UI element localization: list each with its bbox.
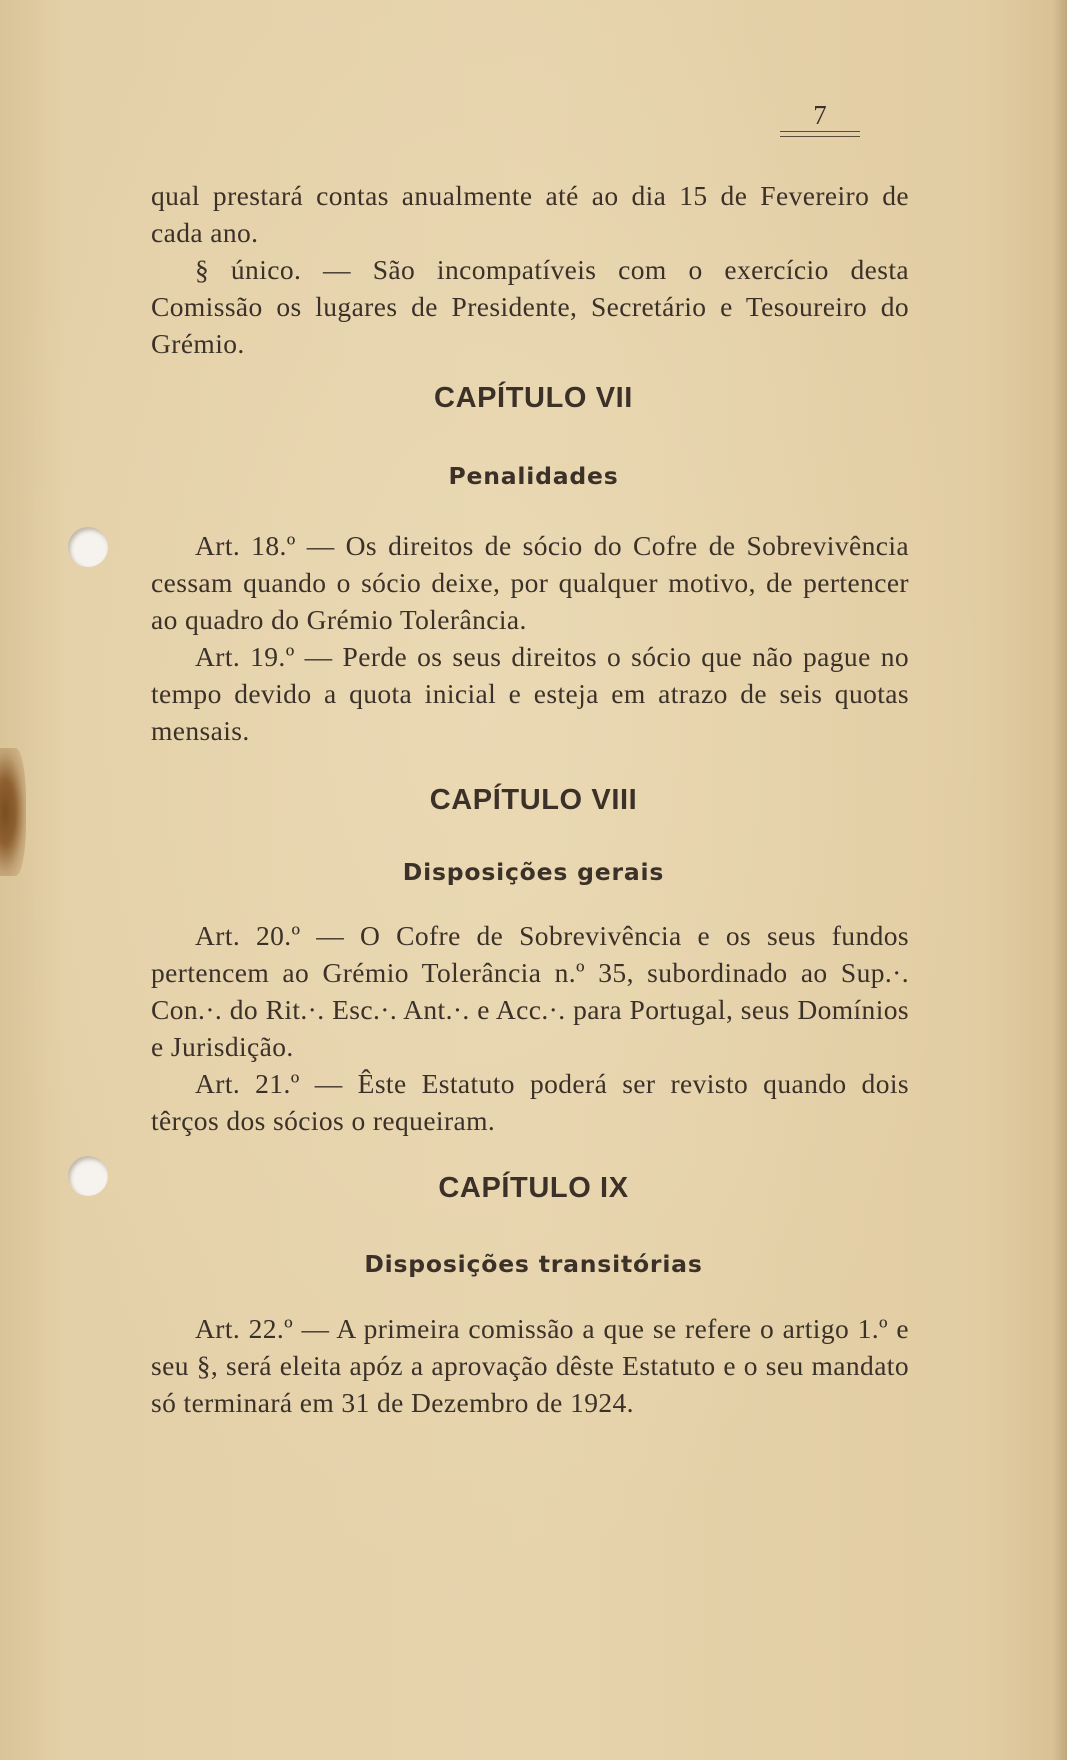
article-22: Art. 22.º — A primeira comissão a que se refere o artigo 1.º e seu §, será eleita apóz a aprovação dêste Estatuto e o seu mandato só terminará em 31 de Dezembro de 1924. [151,1313,909,1418]
article-21: Art. 21.º — Êste Estatuto poderá ser revisto quando dois têrços dos sócios o requeiram. [151,1068,909,1136]
chapter-title-ix: CAPÍTULO IX [438,1172,629,1204]
chapter-title-vii: CAPÍTULO VII [434,382,633,414]
paragraph-continuation: qual prestará contas anualmente até ao dia 15 de Fevereiro de cada ano. [151,180,909,248]
page-number: 7 [780,100,860,137]
section-title-penalidades: Penalidades [448,462,619,490]
paragraph-unico: § único. — São incompatíveis com o exercício desta Comissão os lugares de Presidente, Secretário e Tesoureiro do Grémio. [151,254,909,359]
article-20: Art. 20.º — O Cofre de Sobrevivência e os seus fundos pertencem ao Grémio Tolerância n.º 35, subordinado ao Sup.·. Con.·. do Rit.·. Esc.·. Ant.·. e Acc.·. para Portugal, seus Domínios e Jurisdição. [151,920,909,1062]
section-title-disposicoes-gerais: Disposições gerais [402,858,665,886]
chapter-title-viii: CAPÍTULO VIII [429,784,638,816]
article-18: Art. 18.º — Os direitos de sócio do Cofre de Sobrevivência cessam quando o sócio deixe, por qualquer motivo, de pertencer ao quadro do Grémio Tolerância. [151,530,909,635]
punch-hole-top [68,527,108,567]
section-title-disposicoes-transitorias: Disposições transitórias [364,1250,703,1278]
article-19: Art. 19.º — Perde os seus direitos o sócio que não pague no tempo devido a quota inicial e esteja em atrazo de seis quotas mensais. [151,641,909,746]
